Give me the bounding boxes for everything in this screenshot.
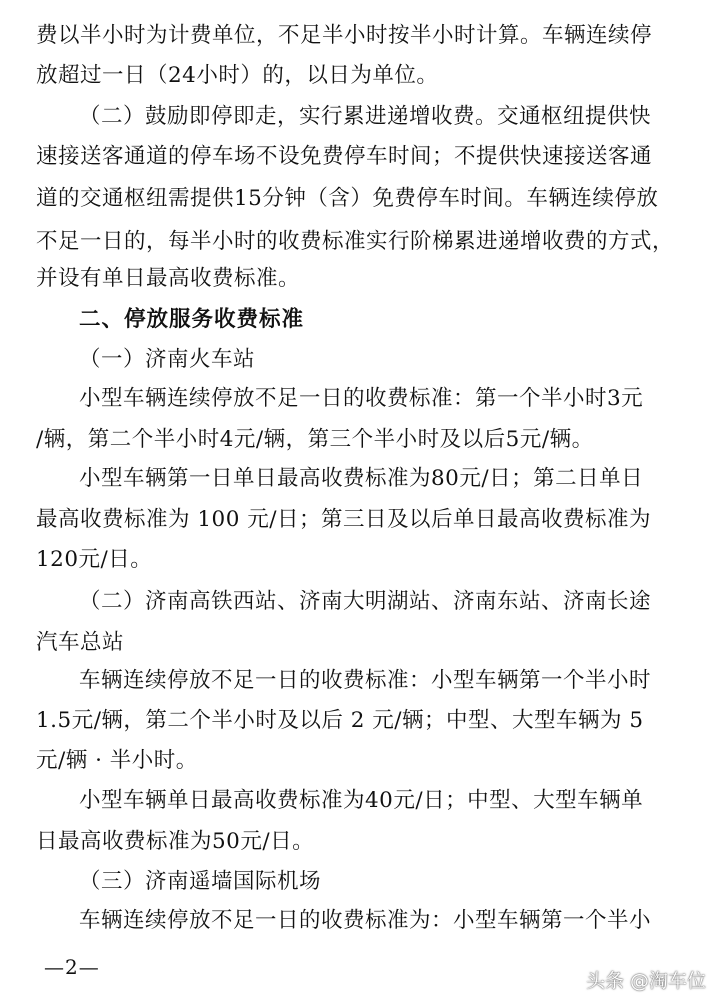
text-line: 元/辆 · 半小时。 bbox=[36, 748, 198, 773]
text-line: （二）鼓励即停即走，实行累进递增收费。交通枢纽提供快 bbox=[79, 104, 652, 129]
text-line: 费以半小时为计费单位，不足半小时按半小时计算。车辆连续停 bbox=[36, 23, 653, 48]
text-line: 最高收费标准为 100 元/日；第三日及以后单日最高收费标准为 bbox=[36, 507, 651, 532]
text-line: 120元/日。 bbox=[36, 547, 153, 572]
text-line: 小型车辆连续停放不足一日的收费标准：第一个半小时3元 bbox=[79, 386, 644, 411]
text-line: 速接送客通道的停车场不设免费停车时间；不提供快速接送客通 bbox=[36, 144, 653, 169]
text-line: 放超过一日（24小时）的，以日为单位。 bbox=[36, 63, 439, 88]
text-line: 不足一日的，每半小时的收费标准实行阶梯累进递增收费的方式， bbox=[36, 229, 675, 254]
subsection-heading-continued: 汽车总站 bbox=[36, 630, 125, 655]
subsection-heading: （二）济南高铁西站、济南大明湖站、济南东站、济南长途 bbox=[79, 589, 652, 614]
text-line: /辆，第二个半小时4元/辆，第三个半小时及以后5元/辆。 bbox=[36, 427, 594, 452]
subsection-heading: （三）济南遥墙国际机场 bbox=[79, 869, 322, 894]
text-line: 小型车辆单日最高收费标准为40元/日；中型、大型车辆单 bbox=[79, 788, 644, 813]
section-heading: 二、停放服务收费标准 bbox=[79, 307, 305, 332]
text-line: 车辆连续停放不足一日的收费标准为：小型车辆第一个半小 bbox=[79, 908, 652, 933]
text-line: 并设有单日最高收费标准。 bbox=[36, 266, 301, 291]
text-line: 日最高收费标准为50元/日。 bbox=[36, 829, 315, 854]
text-line: 1.5元/辆，第二个半小时及以后 2 元/辆；中型、大型车辆为 5 bbox=[36, 708, 644, 733]
text-line: 道的交通枢纽需提供15分钟（含）免费停车时间。车辆连续停放 bbox=[36, 186, 659, 211]
text-line: 小型车辆第一日单日最高收费标准为80元/日；第二日单日 bbox=[79, 466, 644, 491]
watermark: 头条 @淘车位 bbox=[585, 970, 706, 992]
text-line: 车辆连续停放不足一日的收费标准：小型车辆第一个半小时 bbox=[79, 668, 652, 693]
subsection-heading: （一）济南火车站 bbox=[79, 347, 256, 372]
page-number: —2— bbox=[44, 955, 100, 979]
